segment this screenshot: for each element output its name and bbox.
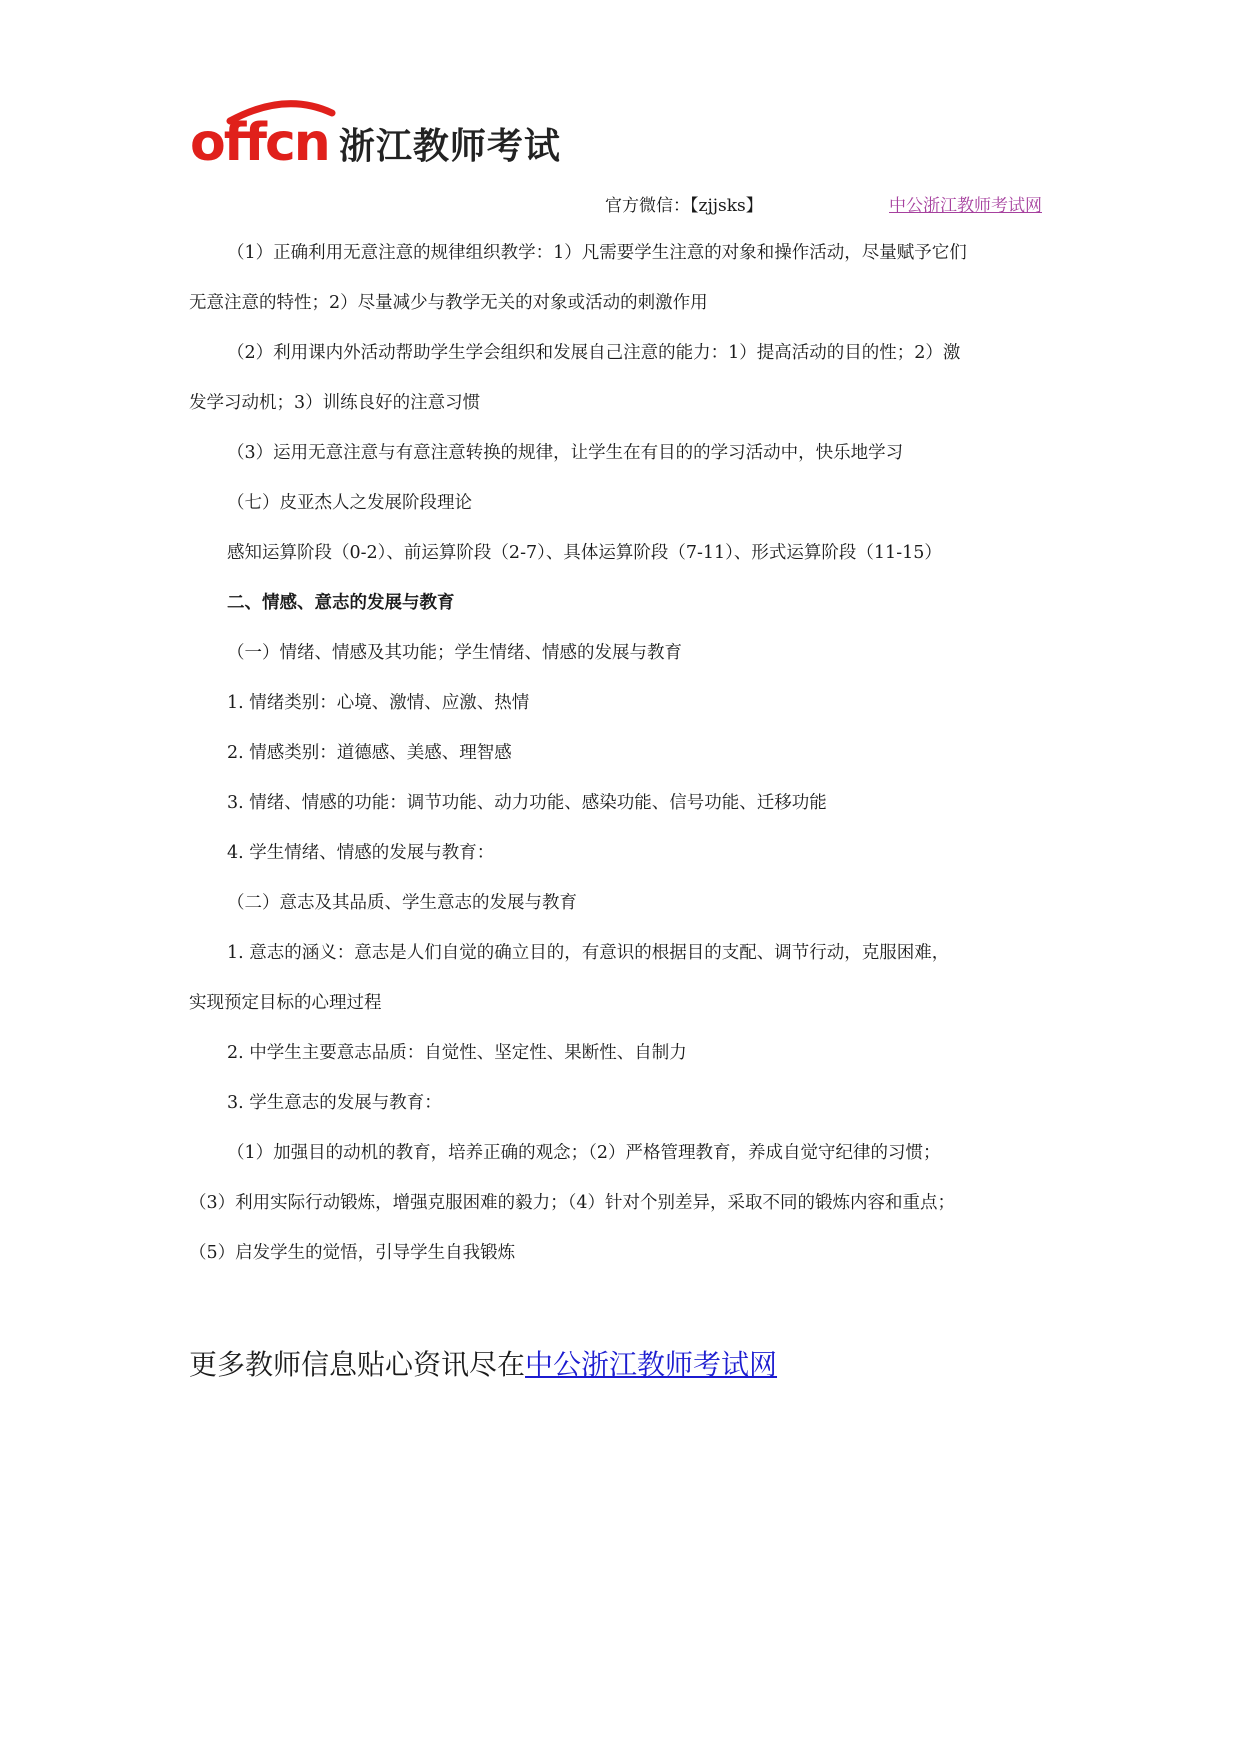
paragraph-line: （二）意志及其品质、学生意志的发展与教育: [227, 893, 577, 913]
logo-mark: [190, 113, 329, 173]
paragraph-line: （3）运用无意注意与有意注意转换的规律，让学生在有目的的学习活动中，快乐地学习: [227, 443, 904, 463]
footer-link[interactable]: 中公浙江教师考试网: [525, 1348, 778, 1381]
list-item: 3. 情绪、情感的功能：调节功能、动力功能、感染功能、信号功能、迁移功能: [227, 793, 827, 813]
paragraph-line: （1）加强目的动机的教育，培养正确的观念；（2）严格管理教育，养成自觉守纪律的习惯；: [227, 1143, 941, 1163]
paragraph-line: 实现预定目标的心理过程: [189, 993, 382, 1013]
paragraph-line: 无意注意的特性；2）尽量减少与教学无关的对象或活动的刺激作用: [189, 293, 708, 313]
paragraph-line: （2）利用课内外活动帮助学生学会组织和发展自己注意的能力：1）提高活动的目的性；2）激: [227, 343, 961, 363]
paragraph-line: 感知运算阶段（0-2）、前运算阶段（2-7）、具体运算阶段（7-11）、形式运算阶段（11-15）: [227, 543, 942, 563]
paragraph-line: （一）情绪、情感及其功能；学生情绪、情感的发展与教育: [227, 643, 682, 663]
site-link[interactable]: 中公浙江教师考试网: [889, 196, 1042, 216]
logo-title: 浙江教师考试: [338, 125, 561, 167]
list-item: 1. 情绪类别：心境、激情、应激、热情: [227, 693, 530, 713]
wechat-id: 官方微信：【zjjsks】: [605, 196, 763, 216]
footer-promo: [189, 1345, 777, 1385]
list-item: 2. 中学生主要意志品质：自觉性、坚定性、果断性、自制力: [227, 1043, 687, 1063]
paragraph-line: （3）利用实际行动锻炼，增强克服困难的毅力；（4）针对个别差异，采取不同的锻炼内容和重点；: [189, 1193, 956, 1213]
paragraph-line: 发学习动机；3）训练良好的注意习惯: [189, 393, 481, 413]
document-body: [189, 238, 1059, 1288]
footer-text: 更多教师信息贴心资讯尽在: [189, 1348, 526, 1381]
logo-mark-text: offcn: [190, 113, 329, 173]
paragraph-line: （5）启发学生的觉悟，引导学生自我锻炼: [189, 1243, 516, 1263]
offcn-logo: [190, 108, 561, 178]
section-heading: 二、情感、意志的发展与教育: [227, 593, 455, 613]
list-item: 3. 学生意志的发展与教育：: [227, 1093, 442, 1113]
list-item: 1. 意志的涵义：意志是人们自觉的确立目的，有意识的根据目的支配、调节行动，克服困难，: [227, 943, 950, 963]
logo-arc-icon: [190, 95, 340, 125]
list-item: 4. 学生情绪、情感的发展与教育：: [227, 843, 495, 863]
paragraph-line: （七）皮亚杰人之发展阶段理论: [227, 493, 472, 513]
paragraph-line: （1）正确利用无意注意的规律组织教学：1）凡需要学生注意的对象和操作活动，尽量赋予它们: [227, 243, 967, 263]
list-item: 2. 情感类别：道德感、美感、理智感: [227, 743, 512, 763]
